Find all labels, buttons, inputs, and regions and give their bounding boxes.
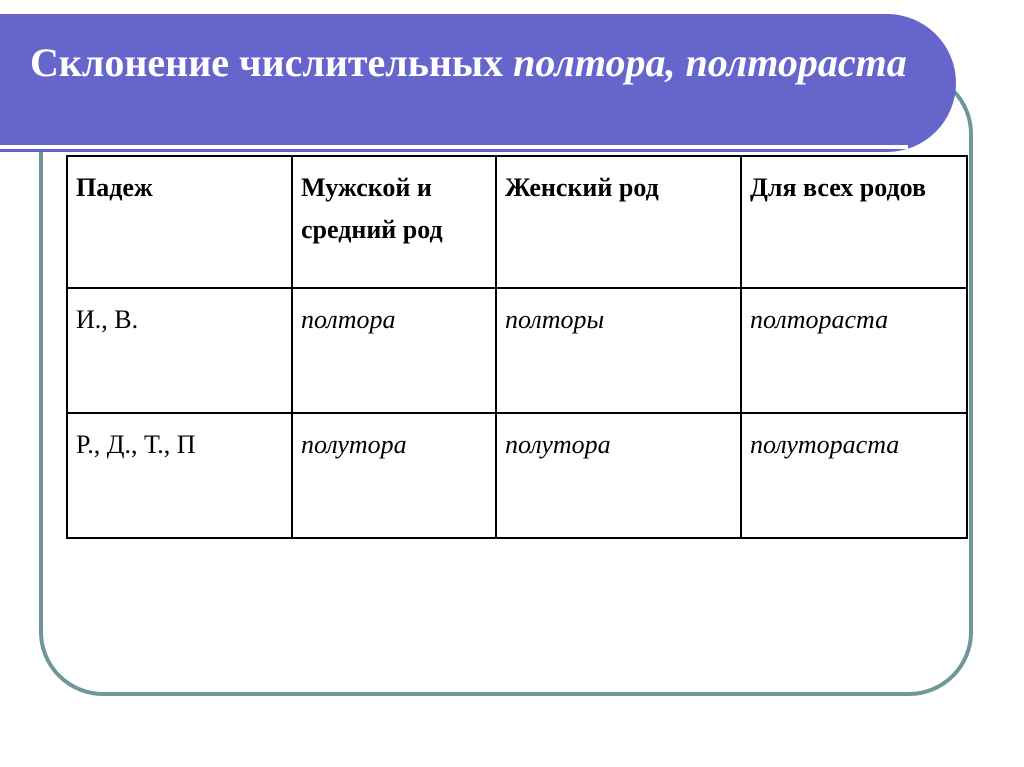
declension-table [66, 155, 968, 539]
table-row [67, 413, 967, 538]
title-band [0, 14, 956, 152]
header-fem: Женский род [496, 156, 741, 288]
table-header-row [67, 156, 967, 288]
header-all: Для всех родов [741, 156, 967, 288]
cell-fem: полутора [496, 413, 741, 538]
cell-case: Р., Д., Т., П [67, 413, 292, 538]
cell-fem: полторы [496, 288, 741, 413]
title-italic: полтора, полтораста [513, 40, 907, 85]
header-case: Падеж [67, 156, 292, 288]
cell-case: И., В. [67, 288, 292, 413]
cell-masc-neut: полтора [292, 288, 496, 413]
cell-masc-neut: полутора [292, 413, 496, 538]
table-row [67, 288, 967, 413]
slide-title [30, 38, 910, 88]
header-masc-neut: Мужской и средний род [292, 156, 496, 288]
title-prefix: Склонение числительных [30, 40, 514, 85]
cell-all: полтораста [741, 288, 967, 413]
cell-all: полутораста [741, 413, 967, 538]
title-underline [0, 145, 908, 149]
